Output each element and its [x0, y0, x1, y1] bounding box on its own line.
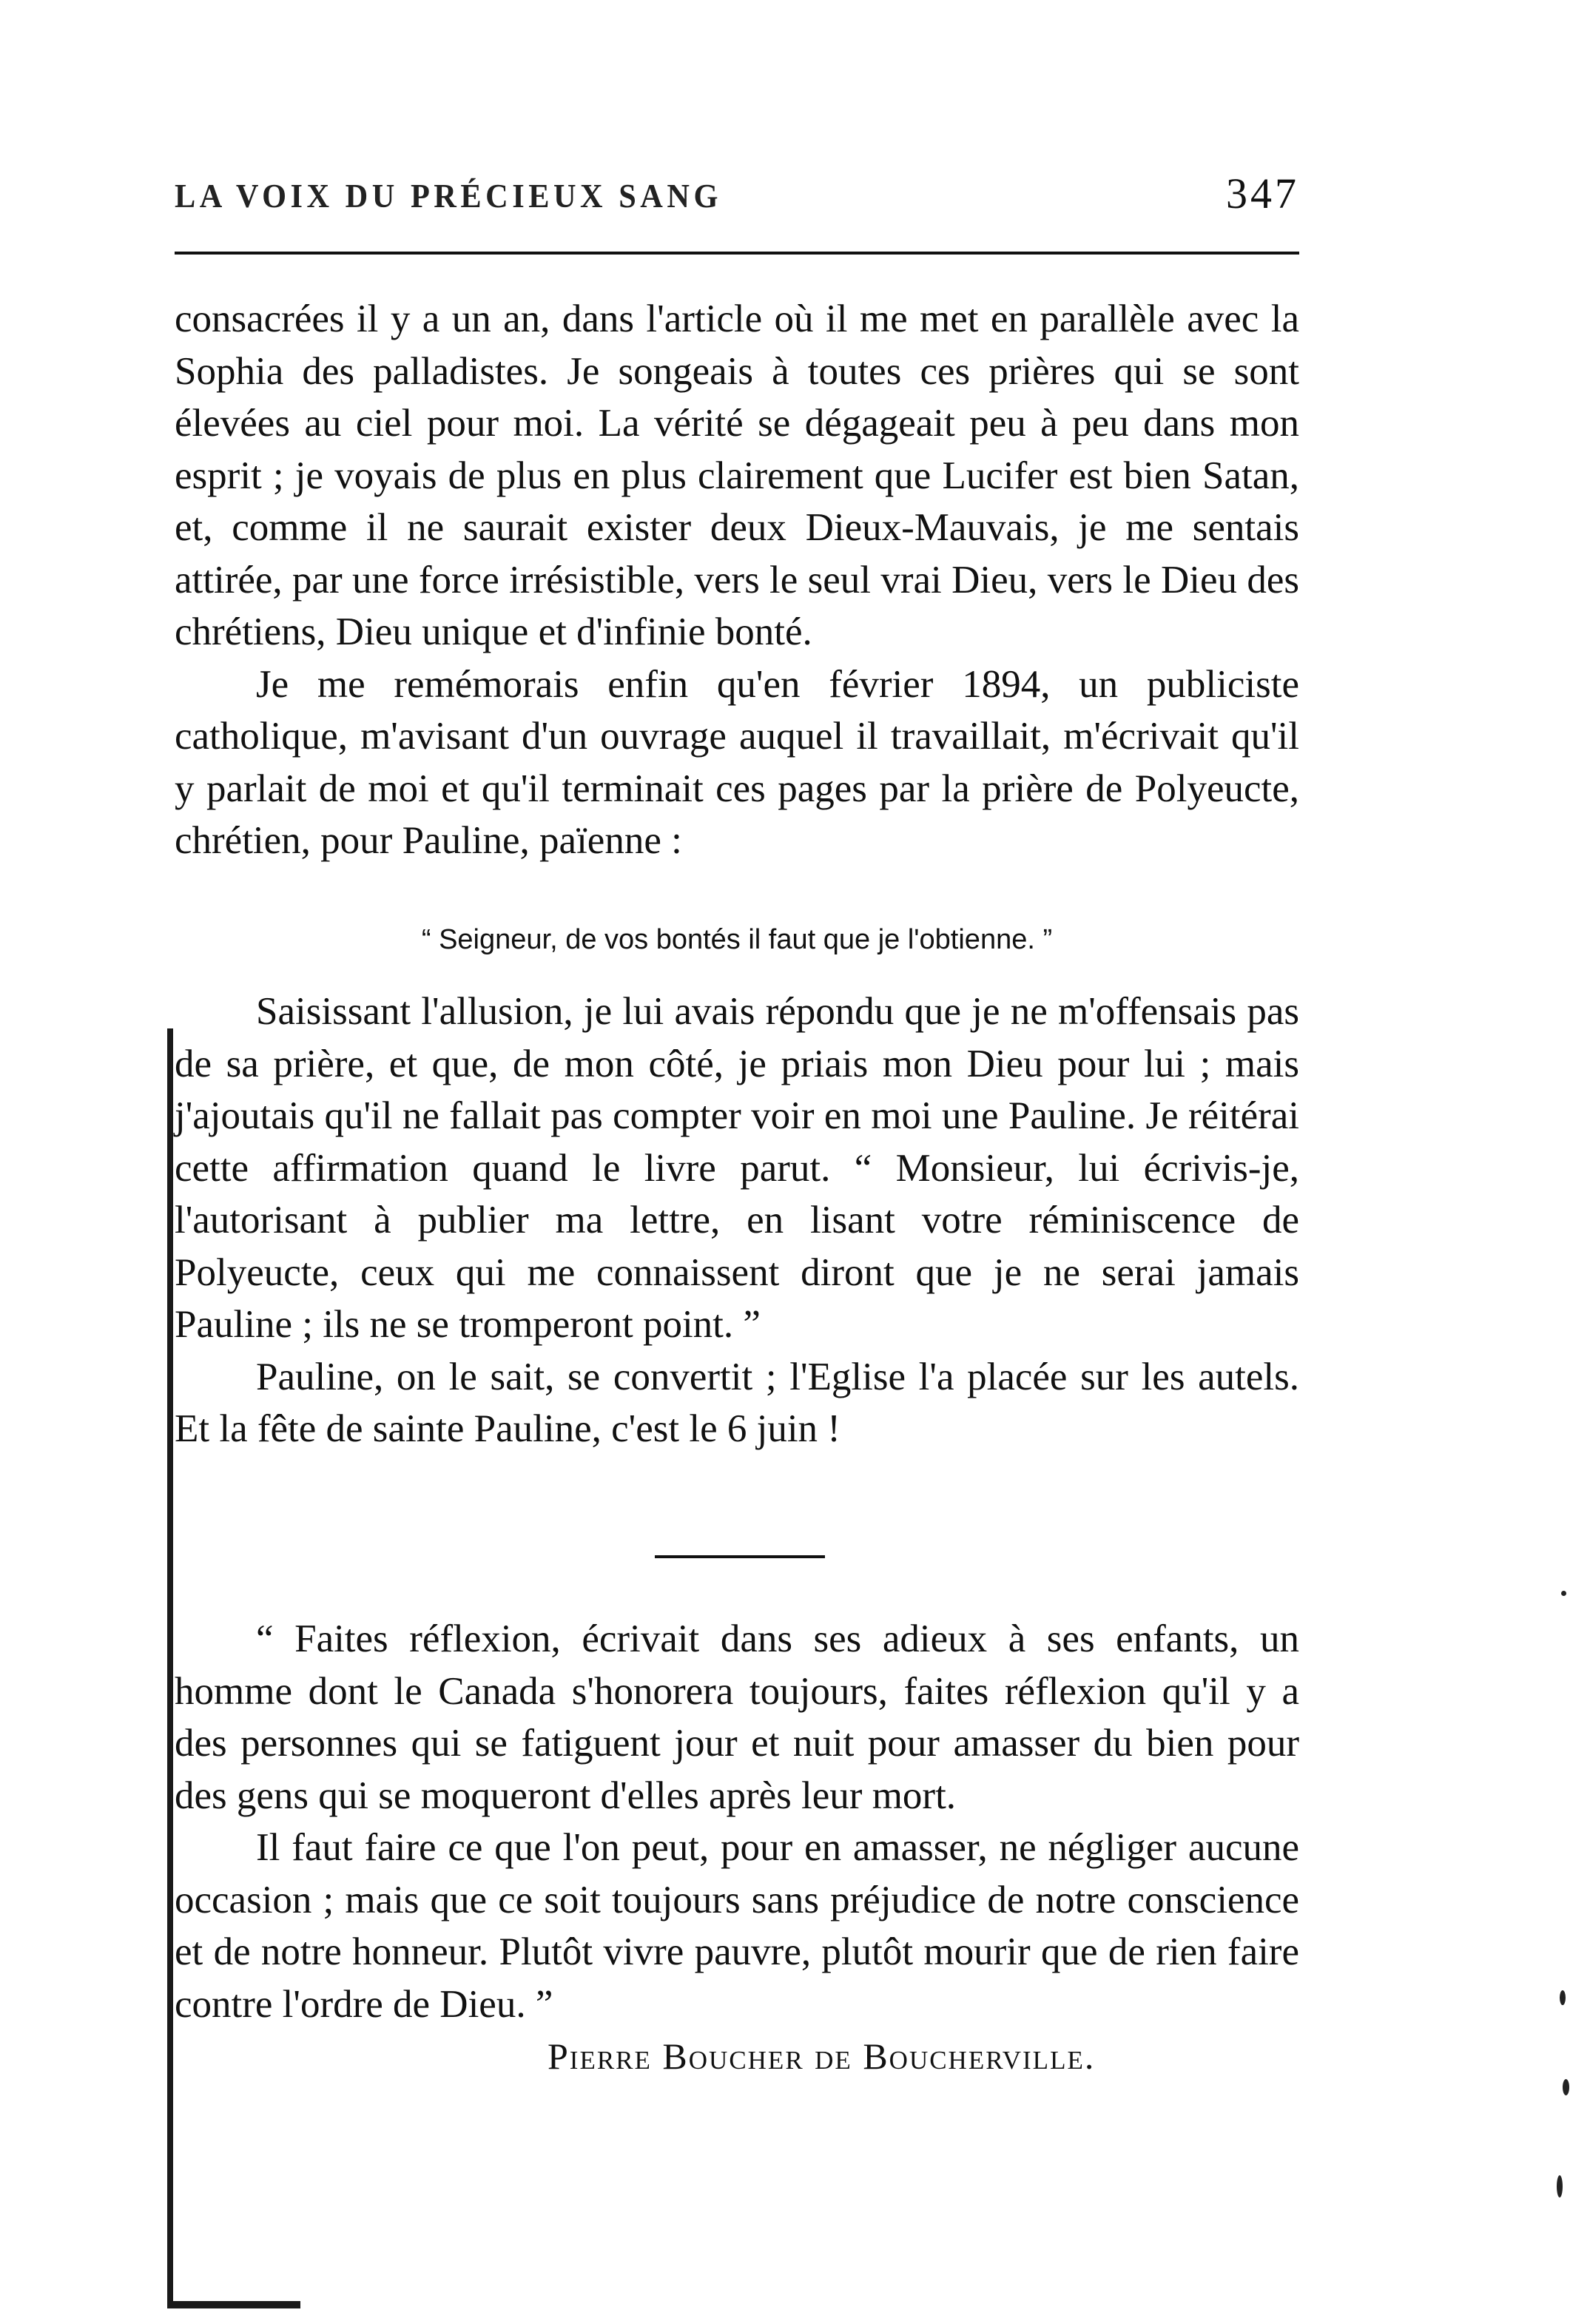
signature: Pierre Boucher de Boucherville.: [548, 2035, 1096, 2077]
running-header: [175, 169, 1299, 228]
paragraph: “ Faites réflexion, écrivait dans ses adieux à ses enfants, un homme dont le Canada s'honorera toujours, faites réflexion qu'il y a des personnes qui se fatiguent jour et nuit pour amasser du bien pour des gens qui se moqueront d'elles après leur mort.: [175, 1617, 1299, 1817]
body-text-bottom: [175, 986, 1299, 1455]
scan-speck: [1557, 2175, 1563, 2197]
paragraph: Je me remémorais enfin qu'en février 1894, un publiciste catholique, m'avisant d'un ouvrage auquel il travaillait, m'écrivait qu'il y parlait de moi et qu'il terminait ces pages par la prière de Polyeucte, chrétien, pour Pauline, païenne :: [175, 662, 1299, 862]
page-number: 347: [1226, 169, 1299, 218]
scan-margin-foot: [167, 2301, 300, 2308]
scan-speck: [1563, 2079, 1569, 2095]
scan-speck: [1560, 1990, 1566, 2005]
scan-speck: [1561, 1591, 1566, 1596]
header-rule: [175, 252, 1299, 255]
verse-quotation: “ Seigneur, de vos bontés il faut que je l'obtienne. ”: [421, 924, 1053, 955]
scan-margin-line: [167, 1028, 173, 2301]
closing-quotation: [175, 1613, 1299, 2082]
paragraph: Saisissant l'allusion, je lui avais répondu que je ne m'offensais pas de sa prière, et que, de mon côté, je priais mon Dieu pour lui ; mais j'ajoutais qu'il ne fallait pas compter voir en moi une Pauline. Je réitérai cette affirmation quand le livre parut. “ Monsieur, lui écrivis-je, l'autorisant à publier ma lettre, en lisant votre réminiscence de Polyeucte, ceux qui me connaissent diront que je ne serai jamais Pauline ; ils ne se tromperont point. ”: [175, 990, 1299, 1346]
running-title: LA VOIX DU PRÉCIEUX SANG: [175, 177, 722, 215]
section-divider: [655, 1555, 825, 1558]
body-text-top: [175, 293, 1299, 867]
paragraph: Pauline, on le sait, se convertit ; l'Eglise l'a placée sur les autels. Et la fête de sainte Pauline, c'est le 6 juin !: [175, 1355, 1299, 1450]
paragraph: Il faut faire ce que l'on peut, pour en amasser, ne négliger aucune occasion ; mais que ce soit toujours sans préjudice de notre conscience et de notre honneur. Plutôt vivre pauvre, plutôt mourir que de rien faire contre l'ordre de Dieu. ”: [175, 1826, 1299, 2026]
paragraph: consacrées il y a un an, dans l'article où il me met en parallèle avec la Sophia des palladistes. Je songeais à toutes ces prières qui se sont élevées au ciel pour moi. La vérité se dégageait peu à peu dans mon esprit ; je voyais de plus en plus clairement que Lucifer est bien Satan, et, comme il ne saurait exister deux Dieux-Mauvais, je me sentais attirée, par une force irrésistible, vers le seul vrai Dieu, vers le Dieu des chrétiens, Dieu unique et d'infinie bonté.: [175, 297, 1299, 653]
